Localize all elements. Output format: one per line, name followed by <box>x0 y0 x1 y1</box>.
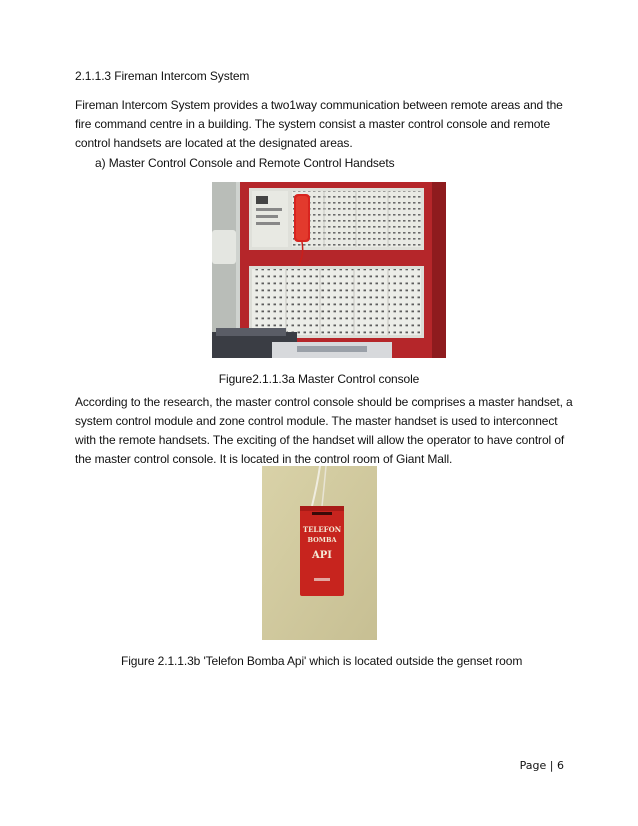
research-paragraph <box>75 393 573 469</box>
intro-line-2: fire command centre in a building. The system consist a master control console and remote <box>75 117 551 131</box>
intro-line-1: Fireman Intercom System provides a two1way communication between remote areas and the <box>75 98 563 112</box>
research-line-4: the master control console. It is located in the control room of Giant Mall. <box>75 452 453 466</box>
research-line-2: system control module and zone control module. The master handset is used to interconnect <box>75 414 558 428</box>
intro-paragraph <box>75 96 563 153</box>
intro-line-3: control handsets are located at the designated areas. <box>75 136 353 150</box>
master-console-photo <box>212 182 446 358</box>
sign-line-2: BOMBA <box>307 536 337 544</box>
sign-line-1: TELEFON <box>302 525 342 534</box>
list-item-a: a) Master Control Console and Remote Control Handsets <box>95 156 395 170</box>
research-line-1: According to the research, the master control console should be comprises a master handset, a <box>75 395 573 409</box>
page-number: Page | 6 <box>519 759 564 772</box>
figure2-caption: Figure 2.1.1.3b 'Telefon Bomba Api' which is located outside the genset room <box>121 654 523 668</box>
figure1-caption: Figure2.1.1.3a Master Control console <box>218 372 420 386</box>
telefon-bomba-api-photo <box>262 466 377 640</box>
section-heading: 2.1.1.3 Fireman Intercom System <box>75 69 250 83</box>
sign-line-3: API <box>312 550 332 561</box>
research-line-3: with the remote handsets. The exciting of the handset will allow the operator to have control of <box>75 433 565 447</box>
